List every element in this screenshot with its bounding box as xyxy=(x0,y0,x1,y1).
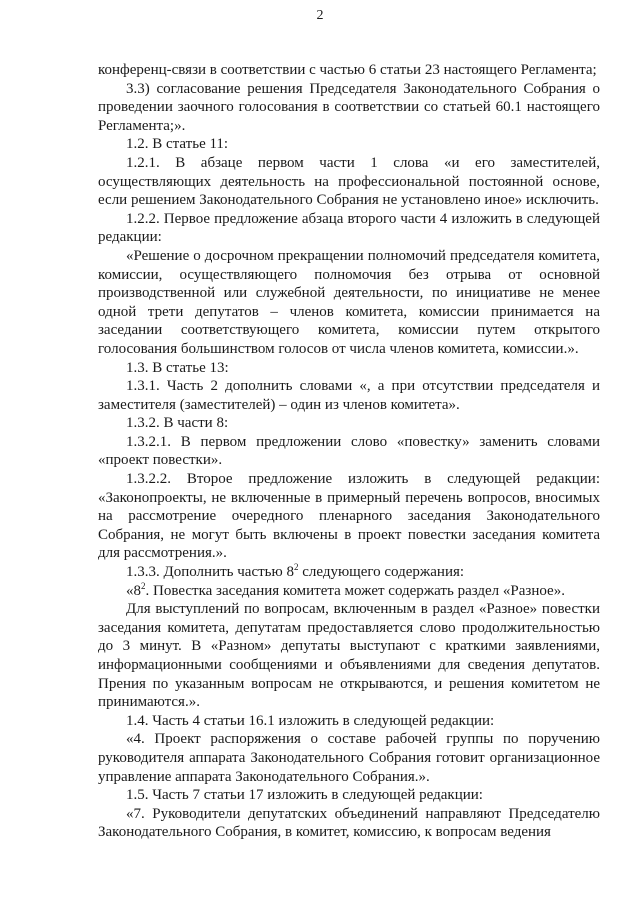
paragraph xyxy=(98,61,600,80)
paragraph-text: 1.3.2.1. В первом предложении слово «повестку» заменить словами «проект повестки». xyxy=(98,433,600,469)
paragraph xyxy=(98,210,600,247)
paragraph xyxy=(98,359,600,378)
paragraph-text: 1.3.1. Часть 2 дополнить словами «, а при отсутствии председателя и заместителя (заместителей) – один из членов комитета». xyxy=(98,378,600,413)
paragraph xyxy=(98,563,600,582)
paragraph xyxy=(98,247,600,359)
paragraph xyxy=(98,805,600,842)
paragraph-text: 1.3.2.2. Второе предложение изложить в следующей редакции: «Законопроекты, не включенные в примерный перечень вопросов, вносимых на рассмотрение очередного пленарного заседания Законодательного Собрания, не могут быть включены в проект повестки заседания комитета для рассмотрения.». xyxy=(98,471,600,562)
paragraph-text-continued: следующего содержания: xyxy=(298,564,465,581)
superscript: 2 xyxy=(141,580,146,591)
paragraph-text: конференц-связи в соответствии с частью 6 статьи 23 настоящего Регламента; xyxy=(98,62,597,78)
paragraph-text: 1.5. Часть 7 статьи 17 изложить в следующей редакции: xyxy=(126,787,483,804)
paragraph-text: «8 xyxy=(126,582,141,599)
paragraph xyxy=(98,712,600,731)
paragraph xyxy=(98,582,600,601)
paragraph xyxy=(98,600,600,712)
paragraph xyxy=(98,730,600,786)
paragraph-text: 1.2. В статье 11: xyxy=(126,136,229,153)
paragraph-text: Для выступлений по вопросам, включенным в раздел «Разное» повестки заседания комитета, депутатам предоставляется слово продолжительностью до 3 минут. В «Разном» депутаты выступают с краткими заявлениями, информационными сообщениями и объявлениями для сведения депутатов. Прения по указанным вопросам не открываются, и решения комитетом не принимаются.». xyxy=(98,601,600,711)
paragraph xyxy=(98,433,600,470)
paragraph-text: 1.2.1. В абзаце первом части 1 слова «и его заместителей, осуществляющих деятельность на профессиональной постоянной основе, если решением Законодательного Собрания не установлено иное» исключить. xyxy=(98,154,600,209)
paragraph xyxy=(98,377,600,414)
paragraph xyxy=(98,135,600,154)
paragraph-text: 3.3) согласование решения Председателя Законодательного Собрания о проведении заочного голосования в соответствии со статьей 60.1 настоящего Регламента;». xyxy=(98,80,600,134)
paragraph-text: 1.3.3. Дополнить частью 8 xyxy=(126,564,294,581)
paragraph-text: 1.2.2. Первое предложение абзаца второго части 4 изложить в следующей редакции: xyxy=(98,210,600,246)
document-body xyxy=(98,61,600,842)
paragraph-text: 1.3.2. В части 8: xyxy=(126,415,229,432)
paragraph-text: 1.4. Часть 4 статьи 16.1 изложить в следующей редакции: xyxy=(126,712,495,729)
superscript: 2 xyxy=(293,562,299,573)
paragraph-text: «4. Проект распоряжения о составе рабочей группы по поручению руководителя аппарата Законодательного Собрания готовит организационное управление аппарата Законодательного Собрания.». xyxy=(98,731,600,785)
paragraph-text: 1.3. В статье 13: xyxy=(126,359,229,376)
paragraph xyxy=(98,786,600,805)
paragraph-text: «7. Руководители депутатских объединений направляют Председателю Законодательного Собрания, в комитет, комиссию, к вопросам ведения xyxy=(98,805,600,841)
paragraph xyxy=(98,154,600,210)
paragraph xyxy=(98,80,600,136)
paragraph xyxy=(98,470,600,563)
paragraph-text: «Решение о досрочном прекращении полномочий председателя комитета, комиссии, осуществляющего полномочия без отрыва от основной производственной или служебной деятельности, по инициативе не менее одной трети депутатов – членов комитета, комиссии принимается на заседании соответствующего комитета, комиссии путем открытого голосования большинством голосов от числа членов комитета, комиссии.». xyxy=(98,247,600,357)
page-number: 2 xyxy=(316,8,324,23)
paragraph-text-continued: . Повестка заседания комитета может содержать раздел «Разное». xyxy=(145,582,565,599)
paragraph xyxy=(98,414,600,433)
